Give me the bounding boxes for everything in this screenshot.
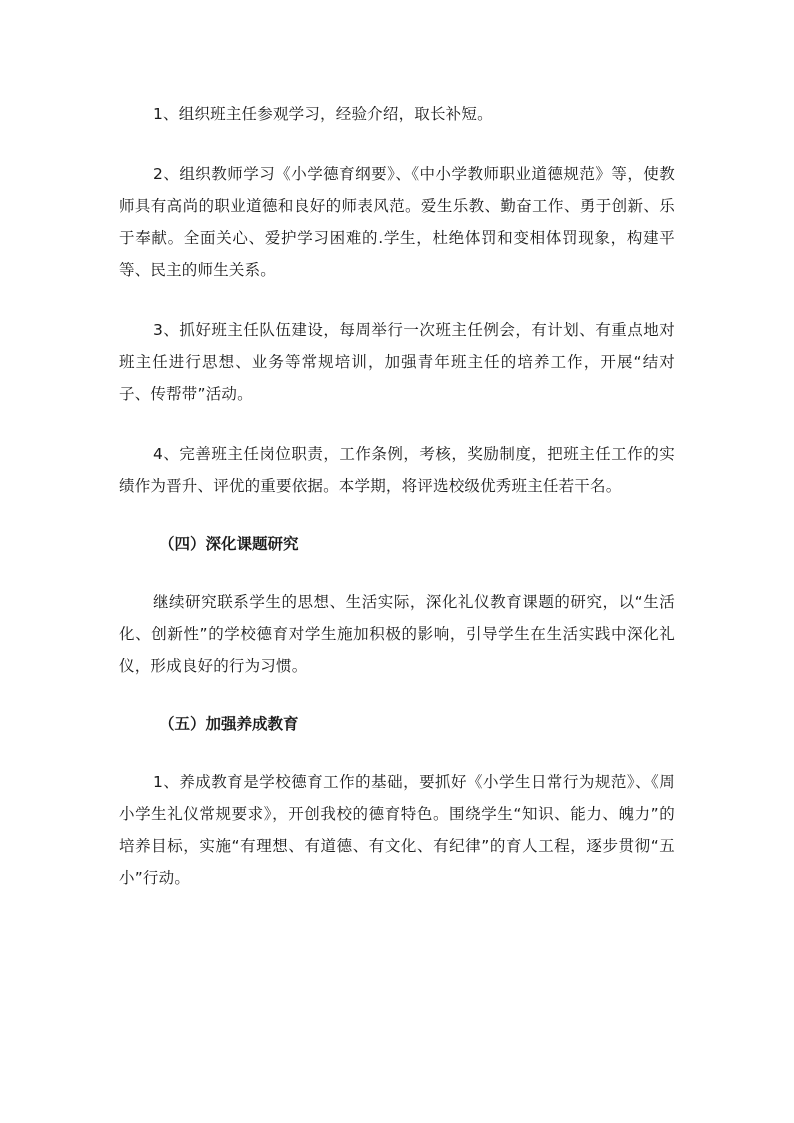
document-body [119,98,675,894]
paragraph-3: 3、抓好班主任队伍建设，每周举行一次班主任例会，有计划、有重点地对班主任进行思想、业务等常规培训，加强青年班主任的培养工作，开展“结对子、传帮带”活动。 [119,321,675,403]
paragraph-4: 4、完善班主任岗位职责，工作条例，考核，奖励制度，把班主任工作的实绩作为晋升、评优的重要依据。本学期，将评选校级优秀班主任若干名。 [119,445,675,495]
section-heading-4: （四）深化课题研究 [159,535,299,553]
paragraph-1: 1、组织班主任参观学习，经验介绍，取长补短。 [153,105,493,123]
paragraph-5: 继续研究联系学生的思想、生活实际，深化礼仪教育课题的研究，以“生活化、创新性”的学校德育对学生施加积极的影响，引导学生在生活实践中深化礼仪，形成良好的行为习惯。 [119,593,675,675]
paragraph-2: 2、组织教师学习《小学德育纲要》、《中小学教师职业道德规范》等，使教师具有高尚的职业道德和良好的师表风范。爱生乐教、勤奋工作、勇于创新、乐于奉献。全面关心、爱护学习困难的.学生，杜绝体罚和变相体罚现象，构建平等、民主的师生关系。 [119,165,675,279]
paragraph-6: 1、养成教育是学校德育工作的基础，要抓好《小学生日常行为规范》、《周小学生礼仪常规要求》，开创我校的德育特色。围绕学生“知识、能力、魄力”的培养目标，实施“有理想、有道德、有文化、有纪律”的育人工程，逐步贯彻“五小”行动。 [119,773,675,887]
section-heading-5: （五）加强养成教育 [159,715,299,733]
